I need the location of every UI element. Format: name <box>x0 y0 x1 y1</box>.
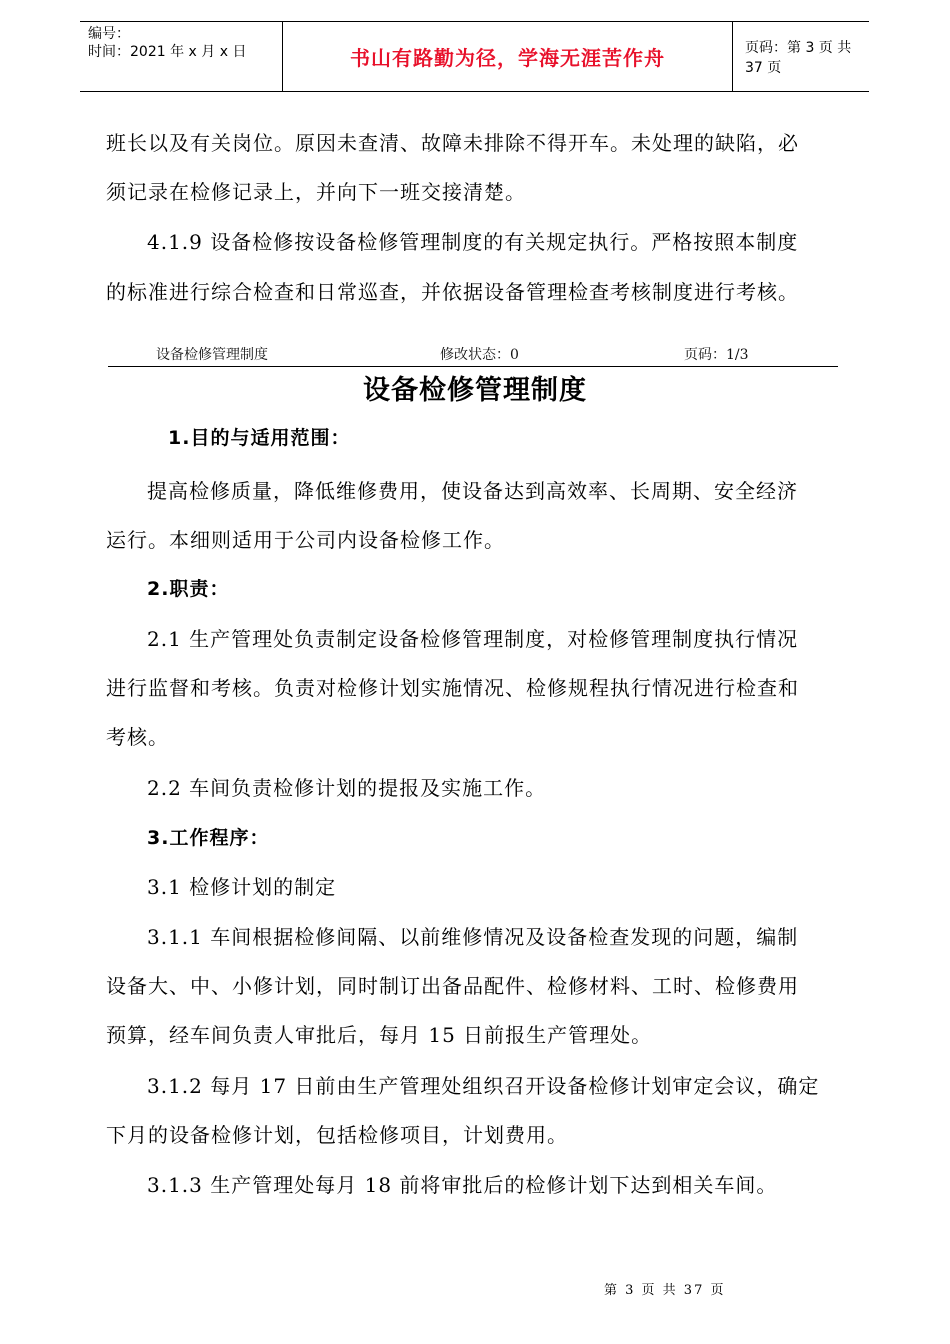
paragraph-line: 4.1.9 设备检修按设备检修管理制度的有关规定执行。严格按照本制度 <box>147 230 799 254</box>
paragraph-line: 2.1 生产管理处负责制定设备检修管理制度，对检修管理制度执行情况 <box>147 627 799 651</box>
paragraph-line: 班长以及有关岗位。原因未查清、故障未排除不得开车。未处理的缺陷，必 <box>106 131 799 155</box>
section-heading: 3.工作程序： <box>147 827 270 849</box>
page-footer: 第 3 页 共 37 页 <box>604 1283 726 1298</box>
document-title: 设备检修管理制度 <box>363 375 587 406</box>
section-heading: 1.目的与适用范围： <box>168 427 351 449</box>
header-meta <box>80 22 283 91</box>
paragraph-line: 3.1.1 车间根据检修间隔、以前维修情况及设备检查发现的问题，编制 <box>147 925 799 949</box>
document-name: 设备检修管理制度 <box>156 347 268 363</box>
paragraph-line: 运行。本细则适用于公司内设备检修工作。 <box>106 528 505 552</box>
paragraph-line: 须记录在检修记录上，并向下一班交接清楚。 <box>106 180 526 204</box>
paragraph-line: 预算，经车间负责人审批后，每月 15 日前报生产管理处。 <box>106 1023 653 1047</box>
header-motto: 书山有路勤为径，学海无涯苦作舟 <box>283 22 733 91</box>
paragraph-line: 3.1.2 每月 17 日前由生产管理处组织召开设备检修计划审定会议，确定 <box>147 1074 820 1098</box>
number-label: 编号： <box>88 26 130 42</box>
paragraph-line: 设备大、中、小修计划，同时制订出备品配件、检修材料、工时、检修费用 <box>106 974 799 998</box>
section-heading: 2.职责： <box>147 578 230 600</box>
paragraph-line: 2.2 车间负责检修计划的提报及实施工作。 <box>147 776 547 800</box>
paragraph-line: 3.1.3 生产管理处每月 18 前将审批后的检修计划下达到相关车间。 <box>147 1173 778 1197</box>
paragraph-line: 下月的设备检修计划，包括检修项目，计划费用。 <box>106 1123 568 1147</box>
header-page-info: 页码：第 3 页 共 37 页 <box>745 39 852 76</box>
paragraph-line: 进行监督和考核。负责对检修计划实施情况、检修规程执行情况进行检查和 <box>106 676 799 700</box>
paragraph-line: 考核。 <box>106 725 169 749</box>
paragraph-line: 提高检修质量，降低维修费用，使设备达到高效率、长周期、安全经济 <box>147 479 798 503</box>
paragraph-line: 的标准进行综合检查和日常巡查，并依据设备管理检查考核制度进行考核。 <box>106 280 799 304</box>
document-header <box>108 340 838 367</box>
page-header <box>80 21 869 92</box>
paragraph-line: 3.1 检修计划的制定 <box>147 875 337 899</box>
document-page-number: 页码：1/3 <box>684 347 749 363</box>
time-label: 时间：2021 年 x 月 x 日 <box>88 44 247 60</box>
revision-status: 修改状态：0 <box>440 347 519 363</box>
